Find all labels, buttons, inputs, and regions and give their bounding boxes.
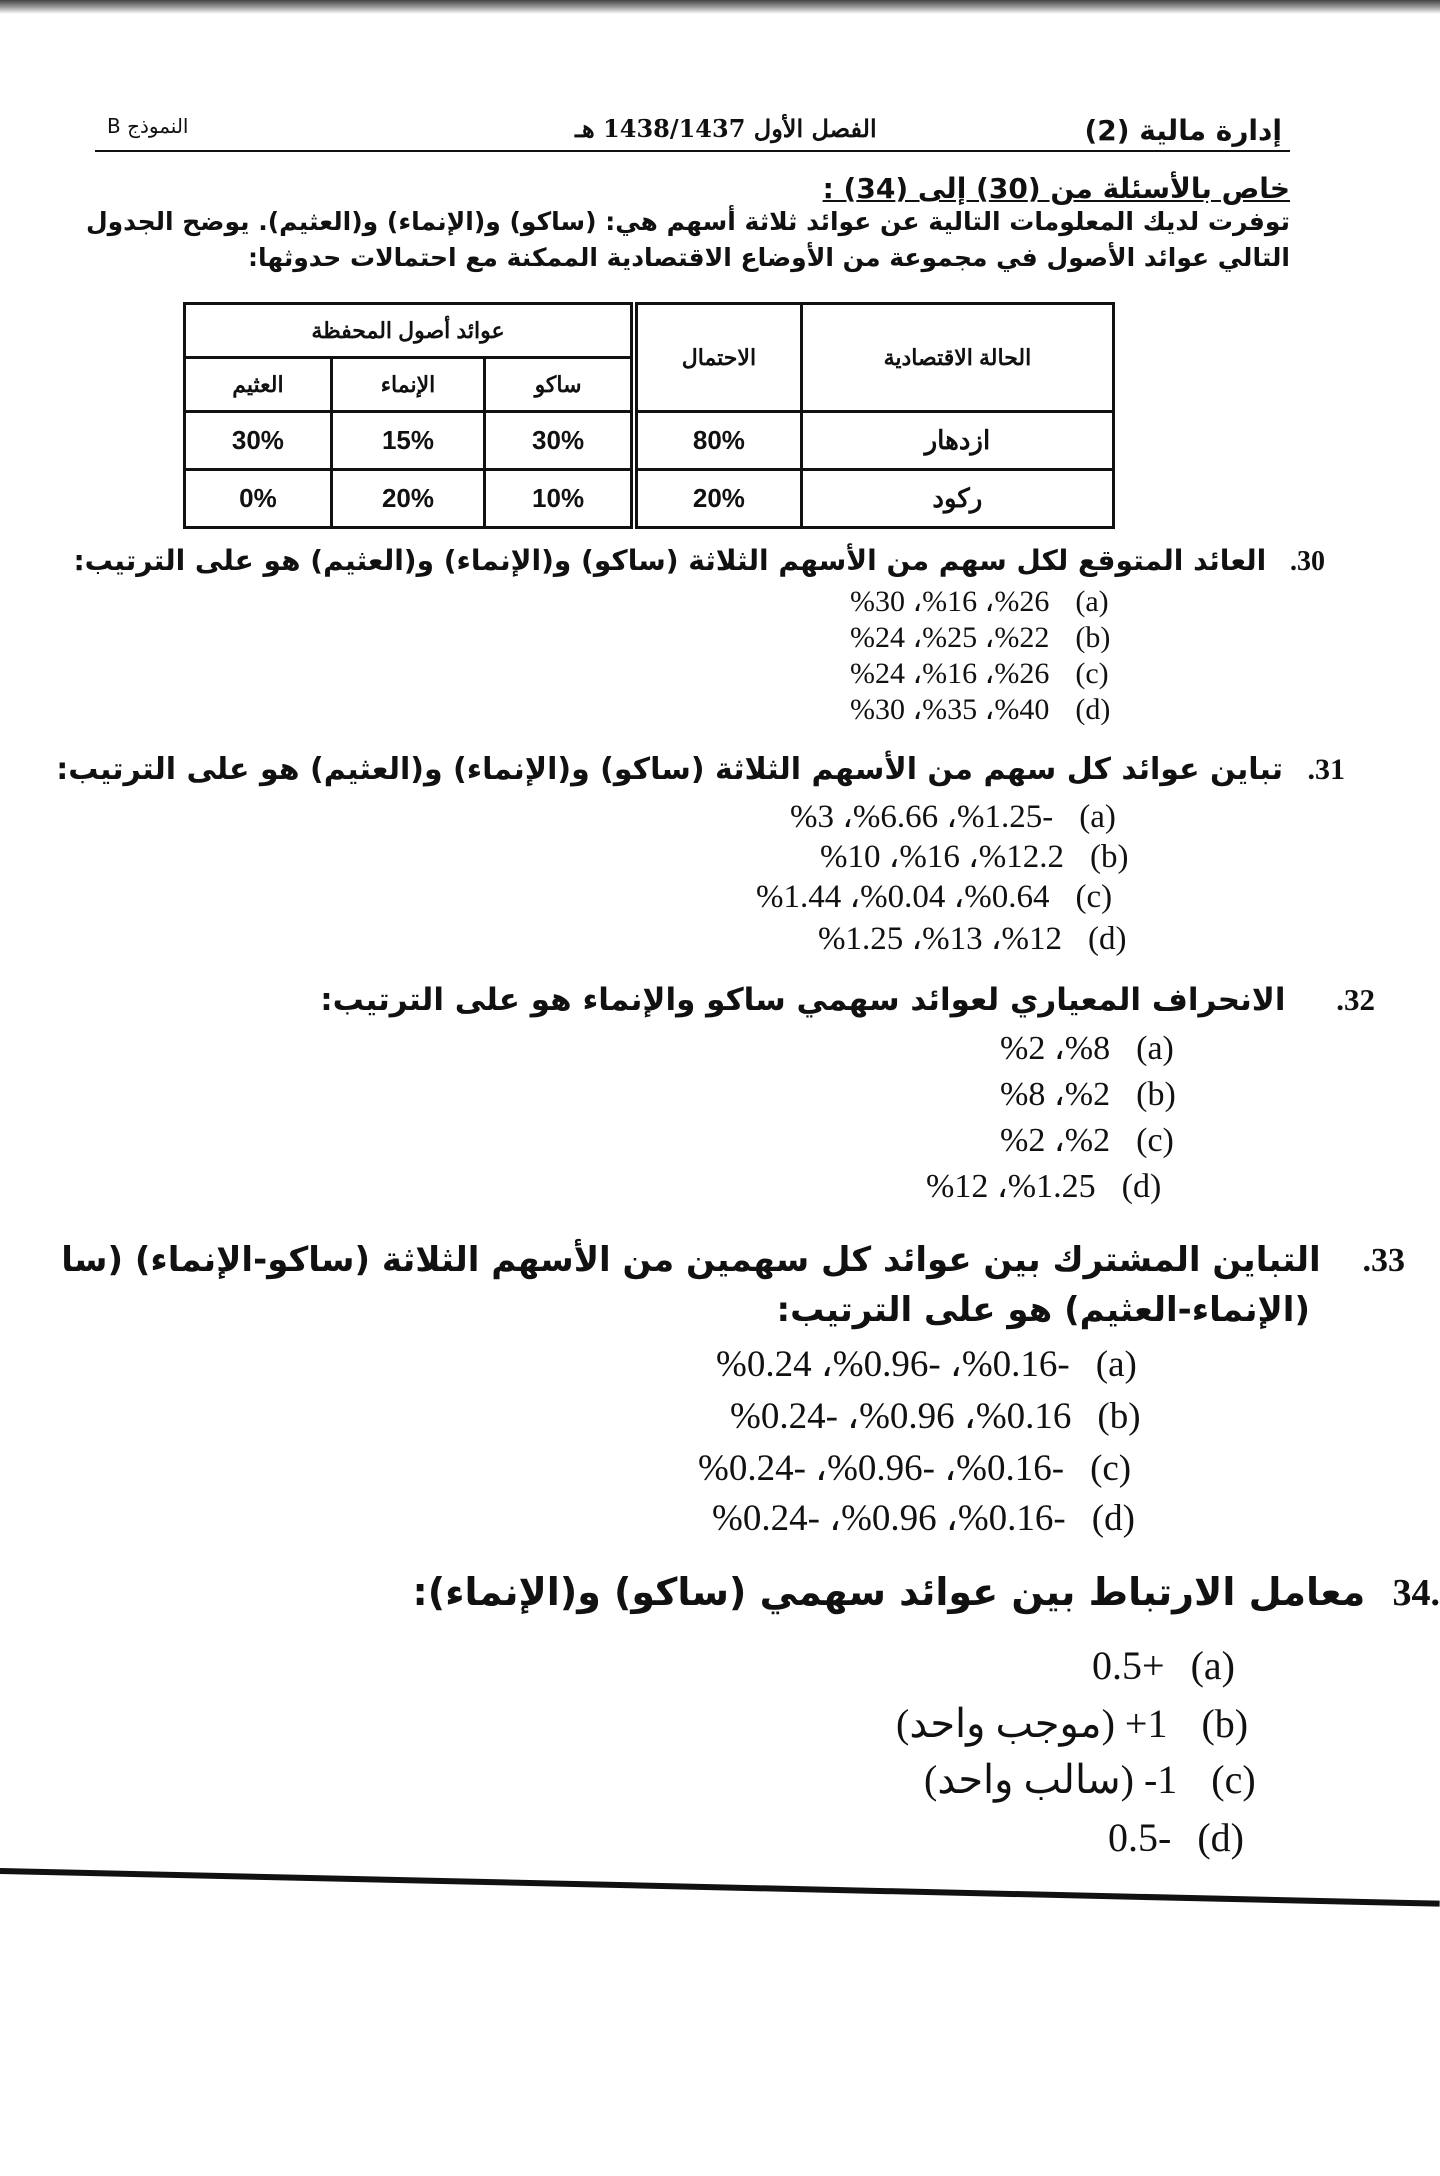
- returns-header: عوائد أصول المحفظة: [185, 304, 632, 358]
- question-text: معامل الارتباط بين عوائد سهمي (ساكو) و(الإنماء):: [412, 1570, 1366, 1614]
- option-31-b[interactable]: [820, 836, 1129, 876]
- question-number: 32.: [1336, 982, 1375, 1017]
- question-number: 33.: [1362, 1242, 1405, 1279]
- option-34-b[interactable]: [896, 1700, 1248, 1747]
- question-30: [73, 544, 1325, 578]
- option-label: (c): [1075, 879, 1113, 915]
- option-text: %10 ،%16 ،%12.2: [820, 839, 1065, 875]
- option-34-a[interactable]: [1092, 1642, 1235, 1689]
- option-30-d[interactable]: [850, 692, 1110, 727]
- option-text: %8 ،%2: [1000, 1076, 1111, 1113]
- question-31: [56, 752, 1345, 787]
- return-cell: 30%: [185, 412, 332, 470]
- question-34: [413, 1570, 1440, 1615]
- prob-cell: 20%: [634, 470, 801, 528]
- section-title: خاص بالأسئلة من (30) إلى (34) :: [822, 172, 1290, 205]
- state-probability-table: [630, 302, 1115, 529]
- option-label: (b): [1097, 1396, 1141, 1437]
- option-text: %1.25 ،%13 ،%12: [818, 921, 1063, 957]
- option-text: %0.24- ،%0.96 ،%0.16: [730, 1396, 1072, 1437]
- question-text: تباين عوائد كل سهم من الأسهم الثلاثة (ساكو) و(الإنماء) و(العثيم) هو على الترتيب:: [56, 752, 1284, 787]
- option-30-c[interactable]: [850, 656, 1109, 691]
- option-text: %30 ،%16 ،%26: [850, 585, 1050, 618]
- question-33: [61, 1240, 1405, 1280]
- option-32-a[interactable]: [1000, 1028, 1174, 1068]
- state-cell: ركود: [801, 470, 1113, 528]
- question-text: التباين المشترك بين عوائد كل سهمين من الأسهم الثلاثة (ساكو-الإنماء) (سا: [61, 1240, 1321, 1280]
- asset-header-inmaa: الإنماء: [331, 358, 484, 412]
- question-text: العائد المتوقع لكل سهم من الأسهم الثلاثة (ساكو) و(الإنماء) و(العثيم) هو على الترتيب:: [73, 544, 1267, 577]
- option-text: %0.24- ،%0.96- ،%0.16-: [698, 1448, 1065, 1489]
- option-label: (c): [1090, 1448, 1132, 1489]
- option-label: (c): [1136, 1122, 1174, 1159]
- option-text: %0.24- ،%0.96 ،%0.16-: [712, 1498, 1066, 1539]
- model-label: النموذج B: [107, 114, 189, 138]
- option-31-d[interactable]: [818, 918, 1127, 958]
- option-label: (b): [1201, 1701, 1249, 1746]
- option-label: (b): [1136, 1076, 1176, 1113]
- intro-line-1: توفرت لديك المعلومات التالية عن عوائد ثلاثة أسهم هي: (ساكو) و(الإنماء) و(العثيم). يوضح الجدول: [85, 207, 1290, 236]
- option-30-b[interactable]: [850, 620, 1110, 655]
- return-cell: 0%: [185, 470, 332, 528]
- course-title: إدارة مالية (2): [1084, 114, 1282, 147]
- option-label: (d): [1075, 693, 1111, 726]
- option-text: %1.44 ،%0.04 ،%0.64: [756, 879, 1050, 915]
- option-label: (a): [1190, 1643, 1235, 1688]
- option-label: (a): [1136, 1030, 1174, 1067]
- prob-cell: 80%: [634, 412, 801, 470]
- option-text: 0.5+: [1092, 1643, 1165, 1688]
- option-text: %0.24 ،%0.96- ،%0.16-: [716, 1344, 1070, 1385]
- option-text: 1+ (موجب واحد): [896, 1701, 1168, 1746]
- option-32-b[interactable]: [1000, 1074, 1176, 1114]
- option-label: (d): [1091, 1498, 1135, 1539]
- option-34-d[interactable]: [1108, 1814, 1244, 1861]
- option-text: 1- (سالب واحد): [924, 1757, 1178, 1802]
- return-cell: 10%: [485, 470, 632, 528]
- option-text: 0.5-: [1108, 1815, 1172, 1860]
- option-text: %2 ،%2: [1000, 1122, 1111, 1159]
- option-text: %24 ،%16 ،%26: [850, 657, 1050, 690]
- section-intro: [40, 204, 1290, 276]
- option-text: %12 ،%1.25: [926, 1168, 1096, 1205]
- question-number: .34: [1392, 1572, 1440, 1614]
- option-label: (b): [1090, 839, 1129, 875]
- question-number: 31.: [1307, 753, 1345, 786]
- option-31-a[interactable]: [790, 796, 1116, 836]
- option-text: %30 ،%35 ،%40: [850, 693, 1050, 726]
- option-label: (d): [1088, 921, 1127, 957]
- term-label: الفصل الأول 1438/1437 هـ: [575, 114, 877, 143]
- option-text: %3 ،%6.66 ،%1.25-: [790, 799, 1054, 835]
- option-label: (b): [1075, 621, 1111, 654]
- state-cell: ازدهار: [801, 412, 1113, 470]
- option-33-c[interactable]: [698, 1446, 1131, 1490]
- option-32-c[interactable]: [1000, 1120, 1174, 1160]
- option-text: %24 ،%25 ،%22: [850, 621, 1050, 654]
- question-text: الانحراف المعياري لعوائد سهمي ساكو والإنماء هو على الترتيب:: [320, 982, 1286, 1018]
- asset-header-saco: ساكو: [485, 358, 632, 412]
- intro-line-2: التالي عوائد الأصول في مجموعة من الأوضاع الاقتصادية الممكنة مع احتمالات حدوثها:: [247, 243, 1290, 272]
- option-label: (d): [1197, 1815, 1244, 1860]
- option-33-b[interactable]: [730, 1394, 1141, 1438]
- option-label: (a): [1075, 585, 1109, 618]
- option-33-d[interactable]: [712, 1496, 1135, 1540]
- return-cell: 30%: [485, 412, 632, 470]
- option-30-a[interactable]: [850, 584, 1109, 619]
- question-32: [320, 982, 1375, 1018]
- return-cell: 15%: [331, 412, 484, 470]
- asset-header-othaim: العثيم: [185, 358, 332, 412]
- option-34-c[interactable]: [924, 1756, 1256, 1803]
- question-number: 30.: [1290, 546, 1325, 577]
- option-32-d[interactable]: [926, 1166, 1161, 1206]
- option-label: (c): [1075, 657, 1109, 690]
- option-label: (a): [1079, 799, 1116, 835]
- page-header: [95, 108, 1290, 152]
- option-label: (c): [1211, 1757, 1256, 1802]
- probability-header: الاحتمال: [634, 304, 801, 412]
- option-31-c[interactable]: [756, 876, 1112, 916]
- return-cell: 20%: [331, 470, 484, 528]
- option-label: (a): [1095, 1344, 1137, 1385]
- question-33-continued: (الإنماء-العثيم) هو على الترتيب:: [776, 1290, 1310, 1330]
- page-bottom-rule: [0, 1868, 1440, 1907]
- returns-table: [183, 302, 633, 529]
- state-header: الحالة الاقتصادية: [801, 304, 1113, 412]
- option-label: (d): [1121, 1168, 1162, 1205]
- option-33-a[interactable]: [716, 1342, 1137, 1386]
- option-text: %2 ،%8: [1000, 1030, 1111, 1067]
